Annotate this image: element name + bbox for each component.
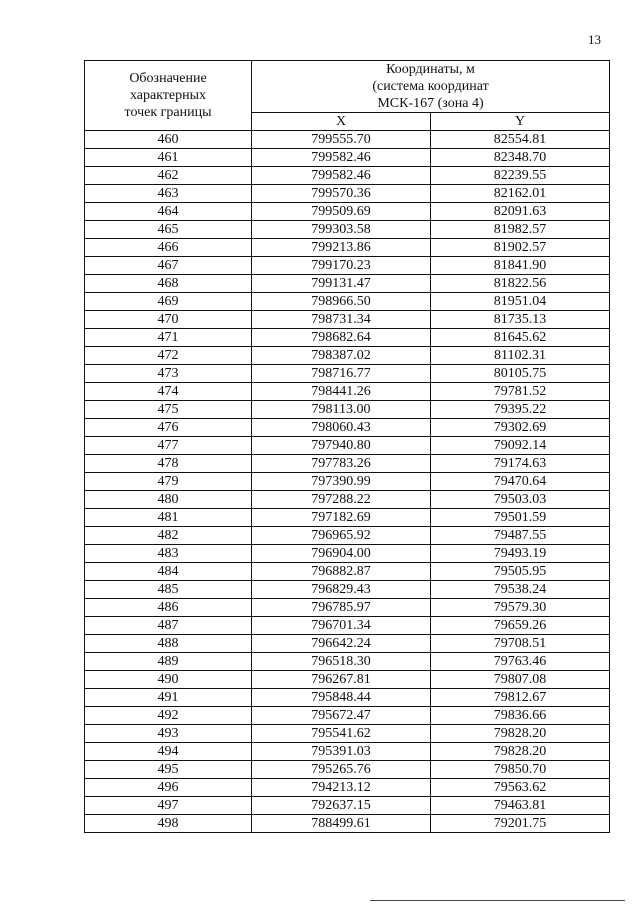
x-coordinate-cell: 798682.64 bbox=[252, 329, 431, 347]
point-id-cell: 489 bbox=[85, 653, 252, 671]
table-row bbox=[85, 167, 610, 185]
x-coordinate-cell: 794213.12 bbox=[252, 779, 431, 797]
point-id-cell: 460 bbox=[85, 131, 252, 149]
x-coordinate-cell: 798060.43 bbox=[252, 419, 431, 437]
point-id-cell: 497 bbox=[85, 797, 252, 815]
x-coordinate-cell: 799582.46 bbox=[252, 167, 431, 185]
x-coordinate-cell: 798966.50 bbox=[252, 293, 431, 311]
point-id-cell: 475 bbox=[85, 401, 252, 419]
x-coordinate-cell: 795848.44 bbox=[252, 689, 431, 707]
table-row bbox=[85, 455, 610, 473]
x-coordinate-cell: 798731.34 bbox=[252, 311, 431, 329]
y-coordinate-cell: 81951.04 bbox=[431, 293, 610, 311]
x-coordinate-cell: 795265.76 bbox=[252, 761, 431, 779]
point-id-cell: 494 bbox=[85, 743, 252, 761]
x-coordinate-cell: 796882.87 bbox=[252, 563, 431, 581]
table-row bbox=[85, 509, 610, 527]
y-coordinate-cell: 79659.26 bbox=[431, 617, 610, 635]
point-id-cell: 472 bbox=[85, 347, 252, 365]
x-coordinate-cell: 796701.34 bbox=[252, 617, 431, 635]
point-id-cell: 465 bbox=[85, 221, 252, 239]
x-coordinate-cell: 792637.15 bbox=[252, 797, 431, 815]
y-coordinate-cell: 79828.20 bbox=[431, 743, 610, 761]
x-coordinate-cell: 795391.03 bbox=[252, 743, 431, 761]
table-row bbox=[85, 761, 610, 779]
y-coordinate-cell: 82554.81 bbox=[431, 131, 610, 149]
y-column-header: Y bbox=[431, 113, 610, 131]
table-row bbox=[85, 383, 610, 401]
y-coordinate-cell: 79470.64 bbox=[431, 473, 610, 491]
point-id-cell: 478 bbox=[85, 455, 252, 473]
table-row bbox=[85, 599, 610, 617]
x-coordinate-cell: 798716.77 bbox=[252, 365, 431, 383]
point-id-cell: 477 bbox=[85, 437, 252, 455]
x-coordinate-cell: 799213.86 bbox=[252, 239, 431, 257]
y-coordinate-cell: 79850.70 bbox=[431, 761, 610, 779]
x-coordinate-cell: 797182.69 bbox=[252, 509, 431, 527]
table-row bbox=[85, 419, 610, 437]
table-row bbox=[85, 797, 610, 815]
point-id-cell: 468 bbox=[85, 275, 252, 293]
table-row bbox=[85, 347, 610, 365]
point-id-cell: 476 bbox=[85, 419, 252, 437]
point-id-cell: 464 bbox=[85, 203, 252, 221]
point-id-cell: 491 bbox=[85, 689, 252, 707]
y-coordinate-cell: 79828.20 bbox=[431, 725, 610, 743]
y-coordinate-cell: 79092.14 bbox=[431, 437, 610, 455]
y-coordinate-cell: 79201.75 bbox=[431, 815, 610, 833]
x-coordinate-cell: 796518.30 bbox=[252, 653, 431, 671]
y-coordinate-cell: 79463.81 bbox=[431, 797, 610, 815]
table-body bbox=[85, 131, 610, 833]
y-coordinate-cell: 79505.95 bbox=[431, 563, 610, 581]
point-id-cell: 479 bbox=[85, 473, 252, 491]
point-id-cell: 471 bbox=[85, 329, 252, 347]
point-id-cell: 461 bbox=[85, 149, 252, 167]
table-row bbox=[85, 473, 610, 491]
table-row bbox=[85, 365, 610, 383]
y-coordinate-cell: 79812.67 bbox=[431, 689, 610, 707]
point-id-cell: 469 bbox=[85, 293, 252, 311]
x-coordinate-cell: 799582.46 bbox=[252, 149, 431, 167]
table-row bbox=[85, 257, 610, 275]
bottom-rule bbox=[370, 900, 625, 901]
point-id-cell: 496 bbox=[85, 779, 252, 797]
y-coordinate-cell: 79395.22 bbox=[431, 401, 610, 419]
table-row bbox=[85, 437, 610, 455]
point-id-cell: 482 bbox=[85, 527, 252, 545]
y-coordinate-cell: 80105.75 bbox=[431, 365, 610, 383]
x-coordinate-cell: 795541.62 bbox=[252, 725, 431, 743]
y-coordinate-cell: 79174.63 bbox=[431, 455, 610, 473]
y-coordinate-cell: 79501.59 bbox=[431, 509, 610, 527]
y-coordinate-cell: 82091.63 bbox=[431, 203, 610, 221]
x-coordinate-cell: 799570.36 bbox=[252, 185, 431, 203]
y-coordinate-cell: 81982.57 bbox=[431, 221, 610, 239]
table-row bbox=[85, 635, 610, 653]
table-row bbox=[85, 185, 610, 203]
point-id-cell: 484 bbox=[85, 563, 252, 581]
table-row bbox=[85, 149, 610, 167]
coordinates-group-header-label: Координаты, м (система координат МСК-167 (зона 4) bbox=[372, 62, 489, 111]
y-coordinate-cell: 82162.01 bbox=[431, 185, 610, 203]
y-coordinate-cell: 79708.51 bbox=[431, 635, 610, 653]
x-coordinate-cell: 798441.26 bbox=[252, 383, 431, 401]
x-coordinate-cell: 799509.69 bbox=[252, 203, 431, 221]
table-row bbox=[85, 707, 610, 725]
y-coordinate-cell: 79836.66 bbox=[431, 707, 610, 725]
table-row bbox=[85, 401, 610, 419]
point-id-cell: 481 bbox=[85, 509, 252, 527]
y-coordinate-cell: 79763.46 bbox=[431, 653, 610, 671]
y-coordinate-cell: 81841.90 bbox=[431, 257, 610, 275]
x-coordinate-cell: 798387.02 bbox=[252, 347, 431, 365]
table-row bbox=[85, 239, 610, 257]
point-id-cell: 486 bbox=[85, 599, 252, 617]
table-row bbox=[85, 311, 610, 329]
y-coordinate-cell: 82348.70 bbox=[431, 149, 610, 167]
table-row bbox=[85, 779, 610, 797]
y-coordinate-cell: 79302.69 bbox=[431, 419, 610, 437]
table-row bbox=[85, 725, 610, 743]
table-row bbox=[85, 131, 610, 149]
table-row bbox=[85, 563, 610, 581]
table-row bbox=[85, 689, 610, 707]
y-coordinate-cell: 79487.55 bbox=[431, 527, 610, 545]
point-id-cell: 495 bbox=[85, 761, 252, 779]
x-coordinate-cell: 798113.00 bbox=[252, 401, 431, 419]
x-coordinate-cell: 799555.70 bbox=[252, 131, 431, 149]
table-row bbox=[85, 203, 610, 221]
point-designation-header bbox=[85, 61, 252, 131]
x-coordinate-cell: 796785.97 bbox=[252, 599, 431, 617]
y-coordinate-cell: 79579.30 bbox=[431, 599, 610, 617]
y-coordinate-cell: 79563.62 bbox=[431, 779, 610, 797]
x-coordinate-cell: 799131.47 bbox=[252, 275, 431, 293]
y-coordinate-cell: 79807.08 bbox=[431, 671, 610, 689]
page-number: 13 bbox=[588, 32, 601, 47]
table-row bbox=[85, 293, 610, 311]
y-coordinate-cell: 79781.52 bbox=[431, 383, 610, 401]
x-column-header: X bbox=[252, 113, 431, 131]
y-coordinate-cell: 81822.56 bbox=[431, 275, 610, 293]
table-row bbox=[85, 527, 610, 545]
point-id-cell: 492 bbox=[85, 707, 252, 725]
x-coordinate-cell: 796267.81 bbox=[252, 671, 431, 689]
point-id-cell: 480 bbox=[85, 491, 252, 509]
point-id-cell: 487 bbox=[85, 617, 252, 635]
x-coordinate-cell: 797783.26 bbox=[252, 455, 431, 473]
x-coordinate-cell: 796904.00 bbox=[252, 545, 431, 563]
point-id-cell: 493 bbox=[85, 725, 252, 743]
point-designation-header-label: Обозначение характерных точек границы bbox=[124, 71, 212, 120]
x-coordinate-cell: 795672.47 bbox=[252, 707, 431, 725]
table-row bbox=[85, 329, 610, 347]
y-coordinate-cell: 79503.03 bbox=[431, 491, 610, 509]
point-id-cell: 463 bbox=[85, 185, 252, 203]
point-id-cell: 473 bbox=[85, 365, 252, 383]
y-coordinate-cell: 79538.24 bbox=[431, 581, 610, 599]
coordinates-group-header bbox=[252, 61, 610, 113]
table-row bbox=[85, 581, 610, 599]
table-row bbox=[85, 815, 610, 833]
x-coordinate-cell: 788499.61 bbox=[252, 815, 431, 833]
point-id-cell: 490 bbox=[85, 671, 252, 689]
y-coordinate-cell: 81735.13 bbox=[431, 311, 610, 329]
point-id-cell: 485 bbox=[85, 581, 252, 599]
x-coordinate-cell: 797940.80 bbox=[252, 437, 431, 455]
table-row bbox=[85, 545, 610, 563]
x-coordinate-cell: 796829.43 bbox=[252, 581, 431, 599]
point-id-cell: 498 bbox=[85, 815, 252, 833]
coordinates-table bbox=[84, 60, 610, 833]
y-coordinate-cell: 81902.57 bbox=[431, 239, 610, 257]
point-id-cell: 466 bbox=[85, 239, 252, 257]
y-coordinate-cell: 81102.31 bbox=[431, 347, 610, 365]
x-coordinate-cell: 796965.92 bbox=[252, 527, 431, 545]
y-coordinate-cell: 81645.62 bbox=[431, 329, 610, 347]
x-coordinate-cell: 799303.58 bbox=[252, 221, 431, 239]
point-id-cell: 483 bbox=[85, 545, 252, 563]
table-row bbox=[85, 617, 610, 635]
x-coordinate-cell: 797390.99 bbox=[252, 473, 431, 491]
point-id-cell: 470 bbox=[85, 311, 252, 329]
point-id-cell: 462 bbox=[85, 167, 252, 185]
y-coordinate-cell: 82239.55 bbox=[431, 167, 610, 185]
x-coordinate-cell: 797288.22 bbox=[252, 491, 431, 509]
table-row bbox=[85, 491, 610, 509]
table-header bbox=[85, 61, 610, 131]
point-id-cell: 474 bbox=[85, 383, 252, 401]
x-coordinate-cell: 796642.24 bbox=[252, 635, 431, 653]
table-row bbox=[85, 275, 610, 293]
x-coordinate-cell: 799170.23 bbox=[252, 257, 431, 275]
point-id-cell: 488 bbox=[85, 635, 252, 653]
y-coordinate-cell: 79493.19 bbox=[431, 545, 610, 563]
table-row bbox=[85, 743, 610, 761]
table-row bbox=[85, 221, 610, 239]
table-row bbox=[85, 653, 610, 671]
table-row bbox=[85, 671, 610, 689]
point-id-cell: 467 bbox=[85, 257, 252, 275]
